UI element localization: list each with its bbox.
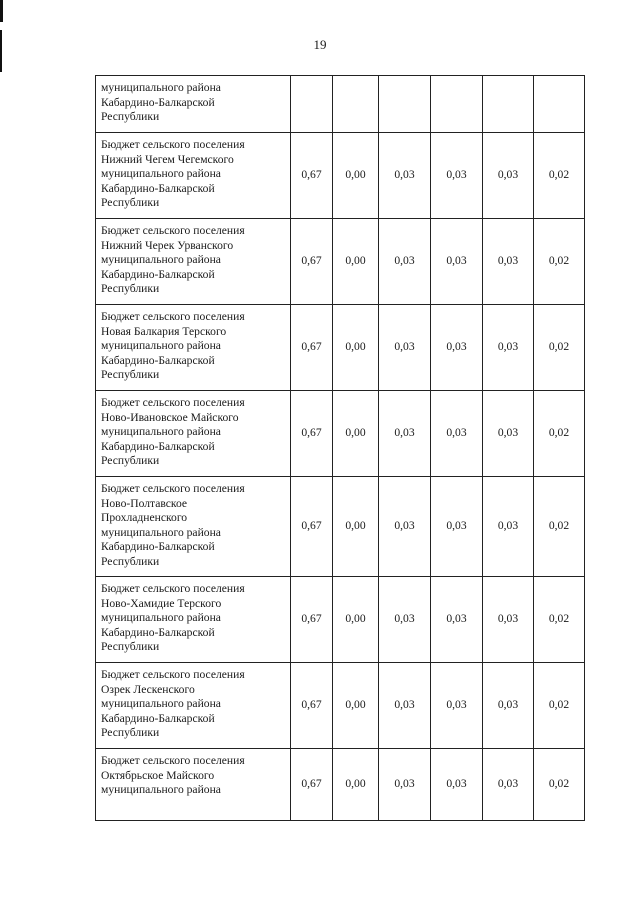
value-cell: 0,03	[379, 305, 431, 391]
budget-name-line: Прохладненского	[101, 511, 188, 525]
budget-name-line: Бюджет сельского поселения	[101, 482, 245, 495]
value-cell	[291, 76, 333, 133]
value-cell: 0,00	[333, 477, 379, 577]
value-cell: 0,02	[534, 305, 585, 391]
budget-name-line: муниципального района	[101, 339, 221, 353]
budget-name-line: Нижний Чегем Чегемского	[101, 152, 234, 166]
budget-name-line: Республики	[101, 726, 160, 740]
value-cell: 0,00	[333, 133, 379, 219]
value-cell: 0,03	[483, 577, 534, 663]
value-cell: 0,03	[431, 749, 483, 821]
value-cell: 0,02	[534, 477, 585, 577]
value-cell: 0,00	[333, 577, 379, 663]
value-cell: 0,67	[291, 305, 333, 391]
budget-name-line: Кабардино-Балкарской	[101, 95, 215, 109]
budget-name-line: Кабардино-Балкарской	[101, 711, 215, 725]
value-cell: 0,03	[379, 219, 431, 305]
budget-name-cell	[96, 749, 291, 821]
budget-name-cell	[96, 663, 291, 749]
budget-name-line: муниципального района	[101, 167, 221, 181]
budget-name-line: Кабардино-Балкарской	[101, 439, 215, 453]
budget-name-line: Бюджет сельского поселения	[101, 754, 245, 767]
value-cell: 0,03	[483, 663, 534, 749]
scan-edge-mark-top	[0, 0, 3, 22]
budget-name-line: Кабардино-Балкарской	[101, 353, 215, 367]
budget-name-line: Бюджет сельского поселения	[101, 396, 245, 409]
value-cell: 0,02	[534, 391, 585, 477]
value-cell: 0,00	[333, 391, 379, 477]
budget-name-line: Республики	[101, 454, 160, 468]
budget-name-line: муниципального района	[101, 425, 221, 439]
value-cell: 0,03	[431, 477, 483, 577]
budget-name-line: Бюджет сельского поселения	[101, 138, 245, 151]
value-cell: 0,03	[431, 219, 483, 305]
value-cell: 0,67	[291, 219, 333, 305]
table-row	[96, 391, 585, 477]
value-cell: 0,03	[431, 305, 483, 391]
value-cell: 0,00	[333, 663, 379, 749]
value-cell: 0,03	[483, 391, 534, 477]
budget-name-line: Нижний Черек Урванского	[101, 238, 234, 252]
budget-table	[95, 75, 585, 821]
budget-table-body	[96, 76, 585, 821]
budget-name-line: Кабардино-Балкарской	[101, 267, 215, 281]
table-row	[96, 76, 585, 133]
value-cell: 0,67	[291, 749, 333, 821]
table-row	[96, 477, 585, 577]
budget-name-cell	[96, 577, 291, 663]
budget-name-line: Бюджет сельского поселения	[101, 668, 245, 681]
budget-name-cell	[96, 477, 291, 577]
table-row	[96, 749, 585, 821]
budget-name-line: Новая Балкария Терского	[101, 324, 227, 338]
budget-name-line: муниципального района	[101, 697, 221, 711]
budget-name-line: Республики	[101, 554, 160, 568]
budget-name-line: Республики	[101, 196, 160, 210]
value-cell: 0,03	[379, 477, 431, 577]
value-cell: 0,67	[291, 391, 333, 477]
value-cell: 0,03	[483, 477, 534, 577]
table-row	[96, 219, 585, 305]
value-cell: 0,03	[379, 391, 431, 477]
value-cell: 0,67	[291, 477, 333, 577]
value-cell: 0,02	[534, 749, 585, 821]
budget-name-cell	[96, 305, 291, 391]
value-cell: 0,03	[431, 577, 483, 663]
budget-name-line: муниципального района	[101, 611, 221, 625]
budget-name-cell	[96, 391, 291, 477]
budget-name-line: муниципального района	[101, 253, 221, 267]
value-cell	[431, 76, 483, 133]
budget-name-line: Бюджет сельского поселения	[101, 582, 245, 595]
value-cell: 0,03	[431, 391, 483, 477]
value-cell: 0,02	[534, 133, 585, 219]
value-cell: 0,03	[379, 663, 431, 749]
budget-name-line: Бюджет сельского поселения	[101, 224, 245, 237]
value-cell: 0,02	[534, 577, 585, 663]
budget-name-line: Кабардино-Балкарской	[101, 625, 215, 639]
value-cell: 0,02	[534, 219, 585, 305]
budget-name-line: Республики	[101, 640, 160, 654]
value-cell	[483, 76, 534, 133]
budget-name-line: Ново-Ивановское Майского	[101, 410, 239, 424]
budget-name-line: муниципального района	[101, 525, 221, 539]
table-row	[96, 577, 585, 663]
value-cell: 0,67	[291, 663, 333, 749]
value-cell: 0,03	[483, 219, 534, 305]
budget-name-line: Ново-Хамидие Терского	[101, 596, 222, 610]
value-cell: 0,03	[483, 133, 534, 219]
value-cell: 0,03	[379, 577, 431, 663]
value-cell: 0,00	[333, 305, 379, 391]
budget-name-line: Республики	[101, 110, 160, 124]
value-cell	[534, 76, 585, 133]
budget-name-line: Кабардино-Балкарской	[101, 181, 215, 195]
budget-name-line: Ново-Полтавское	[101, 496, 188, 510]
value-cell: 0,03	[431, 133, 483, 219]
value-cell: 0,00	[333, 219, 379, 305]
budget-name-line: Октябрьское Майского	[101, 768, 215, 782]
budget-name-line: Республики	[101, 368, 160, 382]
budget-name-line: муниципального района	[101, 81, 221, 94]
value-cell	[333, 76, 379, 133]
value-cell: 0,03	[483, 305, 534, 391]
budget-name-line: Озрек Лескенского	[101, 682, 195, 696]
page-number: 19	[313, 37, 327, 52]
value-cell: 0,03	[431, 663, 483, 749]
table-row	[96, 305, 585, 391]
value-cell	[379, 76, 431, 133]
value-cell: 0,02	[534, 663, 585, 749]
budget-name-line: Кабардино-Балкарской	[101, 540, 215, 554]
value-cell: 0,67	[291, 577, 333, 663]
budget-name-cell	[96, 133, 291, 219]
budget-name-cell	[96, 76, 291, 133]
value-cell: 0,00	[333, 749, 379, 821]
budget-name-cell	[96, 219, 291, 305]
value-cell: 0,03	[483, 749, 534, 821]
table-row	[96, 663, 585, 749]
budget-name-line: муниципального района	[101, 783, 221, 797]
value-cell: 0,03	[379, 133, 431, 219]
budget-name-line: Бюджет сельского поселения	[101, 310, 245, 323]
value-cell: 0,03	[379, 749, 431, 821]
value-cell: 0,67	[291, 133, 333, 219]
budget-name-line: Республики	[101, 282, 160, 296]
table-row	[96, 133, 585, 219]
